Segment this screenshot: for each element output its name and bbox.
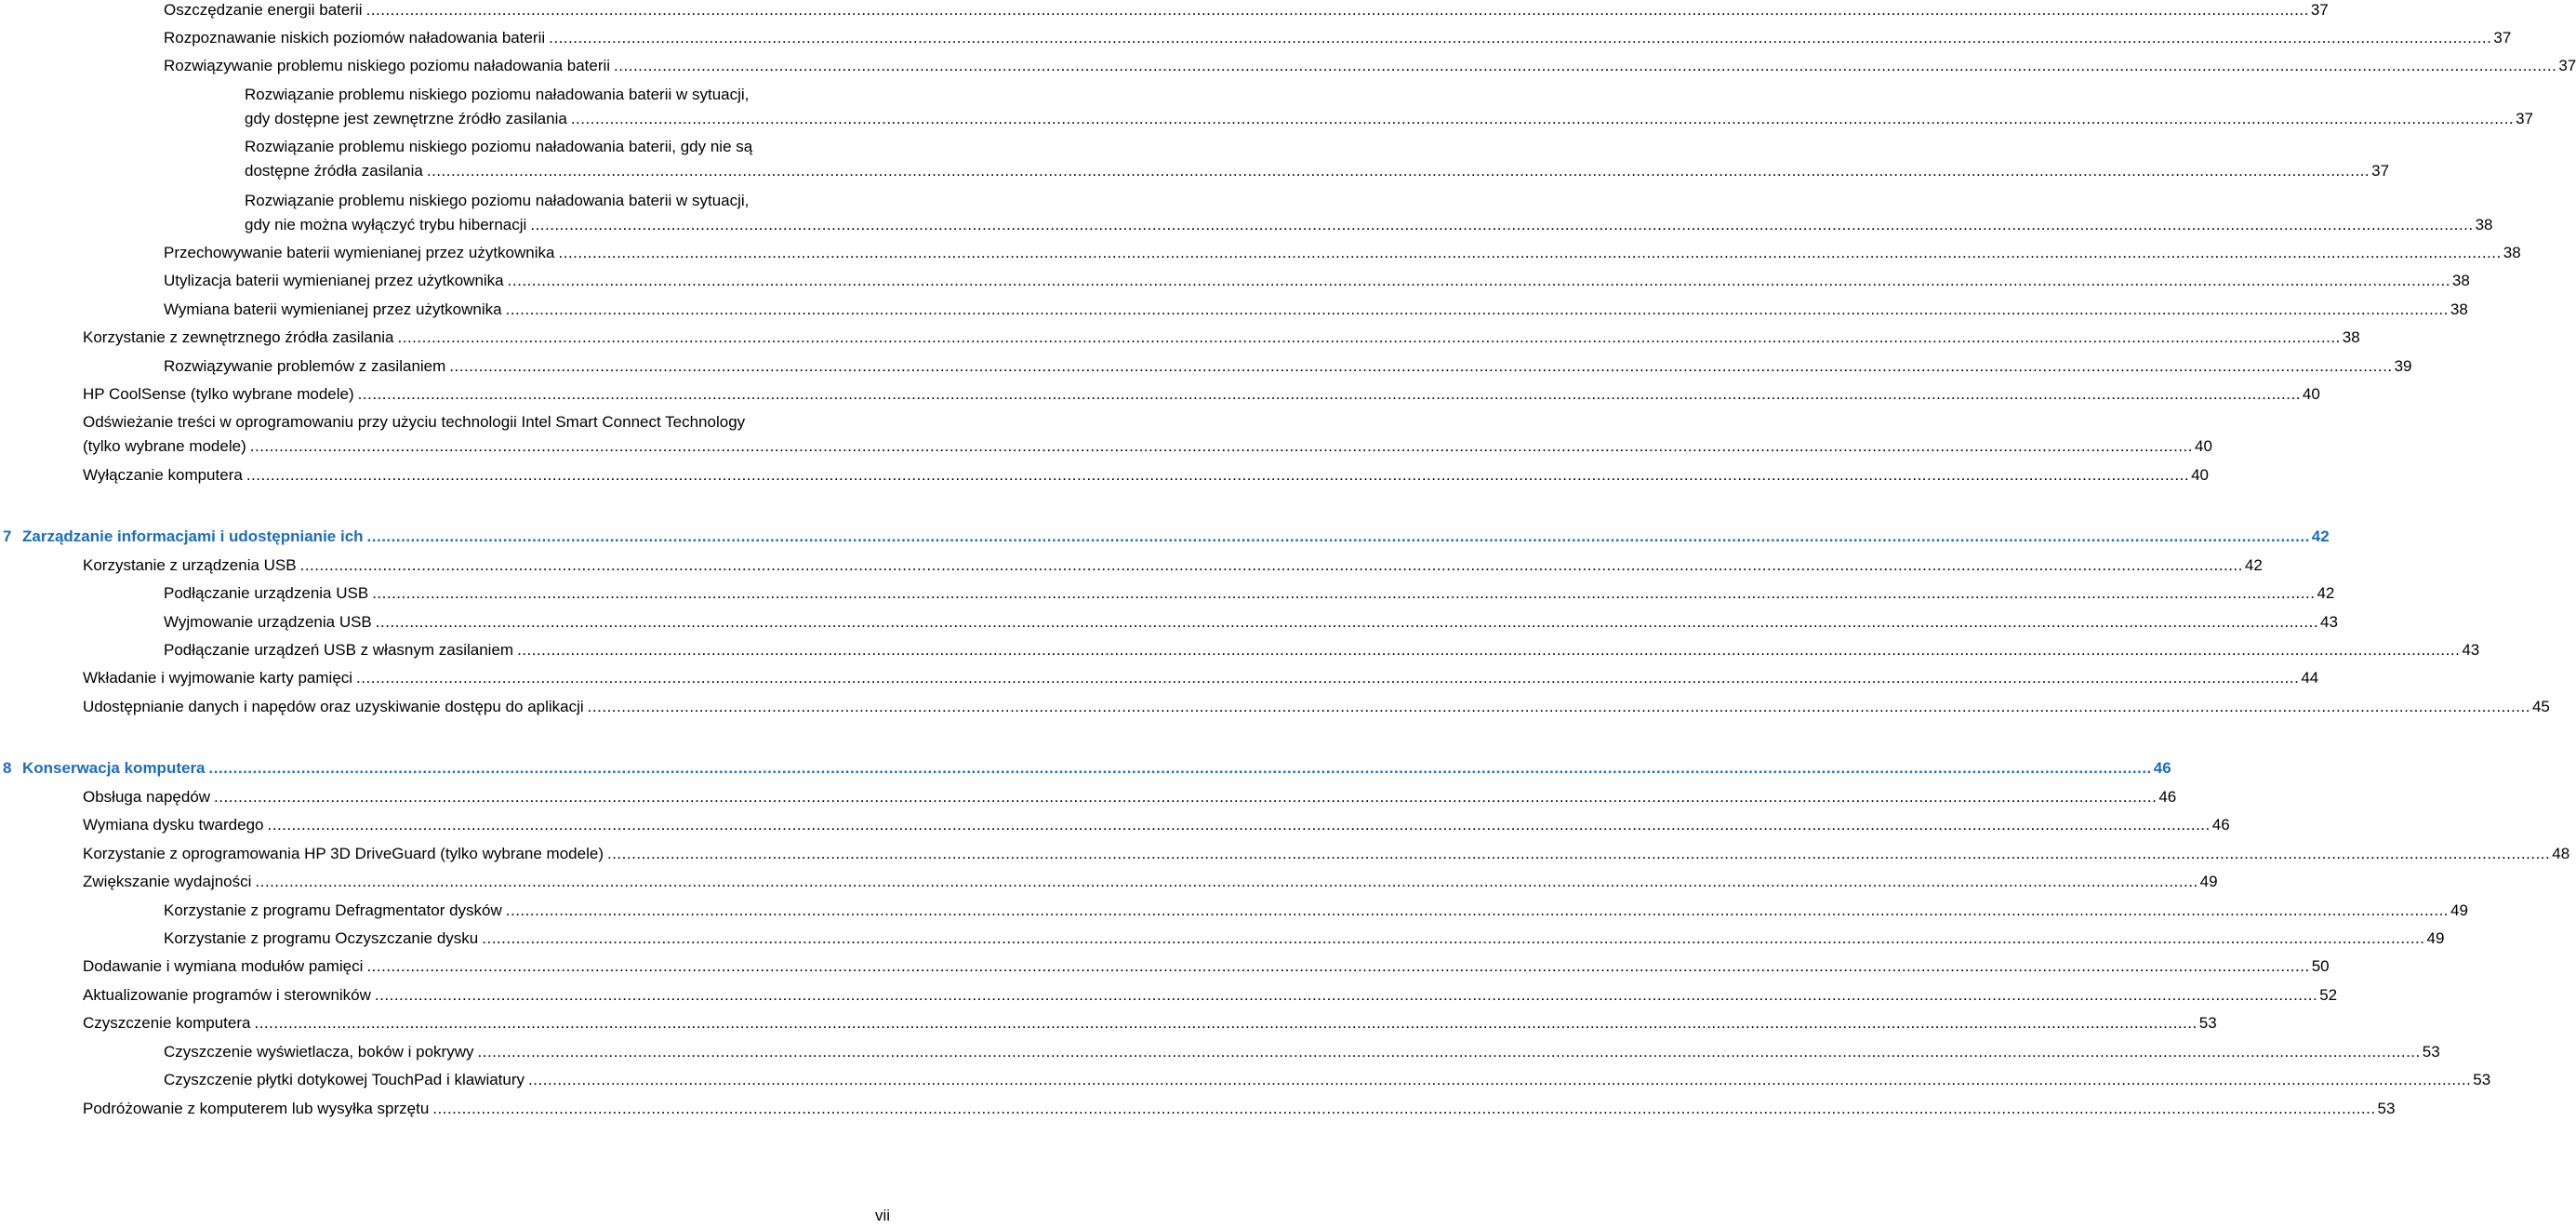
toc-entry-line	[245, 107, 2534, 131]
dot-leader: ................................................................................................................................................................................................................................................................................................................................................................................................................	[356, 669, 2300, 687]
toc-entry[interactable]	[164, 26, 2512, 50]
toc-entry-line	[164, 899, 2468, 923]
toc-entry-line	[83, 1011, 2217, 1035]
toc-entry-title-line: Odświeżanie treści w oprogramowaniu przy użyciu technologii Intel Smart Connect Technology	[83, 413, 746, 431]
toc-entry-line	[3, 756, 2171, 781]
toc-entry-title: Korzystanie z programu Defragmentator dysków	[164, 901, 502, 919]
toc-entry-line	[83, 463, 2209, 487]
toc-entry-line	[164, 0, 2329, 22]
toc-entry-line	[164, 269, 2470, 293]
toc-entry[interactable]	[164, 610, 2338, 634]
toc-page-number: 42	[2317, 584, 2335, 602]
toc-entry-line	[83, 813, 2230, 837]
toc-page-number: 38	[2451, 272, 2470, 289]
chapter-number: 7	[3, 527, 12, 545]
dot-leader: ................................................................................................................................................................................................................................................................................................................................................................................................................	[372, 584, 2316, 602]
toc-entry-line	[164, 610, 2338, 634]
toc-entry-title: Czyszczenie wyświetlacza, boków i pokrywy	[164, 1043, 474, 1061]
dot-leader: ................................................................................................................................................................................................................................................................................................................................................................................................................	[397, 328, 2341, 346]
toc-entry-title: gdy dostępne jest zewnętrzne źródło zasilania	[245, 110, 567, 127]
toc-entry[interactable]	[83, 554, 2263, 578]
toc-entry[interactable]	[164, 1068, 2491, 1092]
toc-entry[interactable]	[164, 581, 2335, 606]
toc-entry-title: Podłączanie urządzenia USB	[164, 584, 369, 602]
toc-entry-line	[83, 382, 2320, 407]
toc-entry-title: Korzystanie z oprogramowania HP 3D DriveGuard (tylko wybrane modele)	[83, 845, 604, 862]
toc-entry-line	[83, 983, 2338, 1008]
dot-leader: ................................................................................................................................................................................................................................................................................................................................................................................................................	[587, 698, 2530, 715]
toc-entry-line	[164, 581, 2335, 606]
toc-entry[interactable]	[164, 241, 2521, 265]
toc-entry-title: Utylizacja baterii wymienianej przez użytkownika	[164, 272, 504, 289]
toc-entry-title: Korzystanie z zewnętrznego źródła zasilania	[83, 328, 394, 346]
toc-entry[interactable]	[83, 1097, 2396, 1121]
toc-entry-line	[164, 927, 2445, 951]
toc-page-number: 53	[2473, 1071, 2491, 1088]
dot-leader: ................................................................................................................................................................................................................................................................................................................................................................................................................	[517, 641, 2461, 659]
toc-page-number: 42	[2311, 527, 2330, 545]
toc-entry[interactable]	[164, 638, 2480, 662]
dot-leader: ................................................................................................................................................................................................................................................................................................................................................................................................................	[357, 385, 2301, 403]
toc-page-number: 49	[2199, 873, 2218, 890]
toc-entry-line	[83, 666, 2319, 690]
toc-entry[interactable]	[164, 354, 2412, 379]
dot-leader: ................................................................................................................................................................................................................................................................................................................................................................................................................	[477, 1043, 2421, 1061]
toc-page-number: 37	[2310, 1, 2329, 19]
dot-leader: ................................................................................................................................................................................................................................................................................................................................................................................................................	[374, 986, 2318, 1004]
toc-entry-line	[245, 159, 2390, 183]
dot-leader: ................................................................................................................................................................................................................................................................................................................................................................................................................	[558, 244, 2502, 261]
toc-entry-line	[3, 525, 2330, 549]
toc-entry-title-line: Rozwiązanie problemu niskiego poziomu naładowania baterii, gdy nie są	[245, 138, 753, 155]
toc-entry-line	[83, 326, 2360, 350]
toc-page-number: 46	[2211, 816, 2230, 834]
toc-page-number: 48	[2552, 845, 2570, 862]
toc-entry-title: dostępne źródła zasilania	[245, 162, 423, 180]
chapter-number: 8	[3, 759, 12, 777]
dot-leader: ................................................................................................................................................................................................................................................................................................................................................................................................................	[366, 957, 2310, 975]
dot-leader: ................................................................................................................................................................................................................................................................................................................................................................................................................	[507, 272, 2450, 289]
toc-entry-line	[164, 1068, 2491, 1092]
toc-entry[interactable]	[164, 927, 2445, 951]
toc-entry-title: Rozwiązywanie problemów z zasilaniem	[164, 357, 446, 375]
toc-entry-line	[164, 298, 2468, 322]
toc-entry-line	[164, 638, 2480, 662]
toc-entry-title: Podłączanie urządzeń USB z własnym zasilaniem	[164, 641, 514, 659]
toc-entry-title: Wymiana baterii wymienianej przez użytkownika	[164, 300, 502, 318]
toc-entry-title: Udostępnianie danych i napędów oraz uzyskiwanie dostępu do aplikacji	[83, 698, 584, 715]
toc-entry[interactable]	[83, 666, 2319, 690]
toc-page-number: 38	[2475, 216, 2493, 234]
dot-leader: ................................................................................................................................................................................................................................................................................................................................................................................................................	[530, 216, 2474, 234]
toc-entry[interactable]	[164, 54, 2576, 78]
toc-page-number: 49	[2450, 901, 2468, 919]
chapter-entry[interactable]	[3, 756, 2171, 781]
toc-page-number: 53	[2377, 1100, 2396, 1117]
toc-entry-line	[164, 241, 2521, 265]
toc-entry[interactable]	[83, 954, 2330, 979]
dot-leader: ................................................................................................................................................................................................................................................................................................................................................................................................................	[449, 357, 2393, 375]
toc-entry-line	[164, 54, 2576, 78]
toc-entry[interactable]	[83, 326, 2360, 350]
dot-leader: ................................................................................................................................................................................................................................................................................................................................................................................................................	[482, 929, 2425, 947]
dot-leader: ................................................................................................................................................................................................................................................................................................................................................................................................................	[432, 1100, 2376, 1117]
toc-entry[interactable]	[164, 0, 2329, 22]
toc-entry-title: Aktualizowanie programów i sterowników	[83, 986, 371, 1004]
dot-leader: ................................................................................................................................................................................................................................................................................................................................................................................................................	[505, 901, 2450, 919]
toc-entry-title: Korzystanie z urządzenia USB	[83, 556, 297, 574]
toc-entry-title-line: Rozwiązanie problemu niskiego poziomu naładowania baterii w sytuacji,	[245, 192, 750, 209]
toc-page-number: 38	[2503, 244, 2521, 261]
toc-entry[interactable]	[83, 382, 2320, 407]
toc-entry-title: Przechowywanie baterii wymienianej przez użytkownika	[164, 244, 555, 261]
dot-leader: ................................................................................................................................................................................................................................................................................................................................................................................................................	[606, 845, 2551, 862]
dot-leader: ................................................................................................................................................................................................................................................................................................................................................................................................................	[366, 527, 2310, 545]
toc-page-number: 46	[2158, 788, 2177, 806]
dot-leader: ................................................................................................................................................................................................................................................................................................................................................................................................................	[299, 556, 2243, 574]
toc-page-number: 37	[2493, 29, 2512, 47]
toc-entry-title: Korzystanie z programu Oczyszczanie dysku	[164, 929, 479, 947]
dot-leader: ................................................................................................................................................................................................................................................................................................................................................................................................................	[570, 110, 2515, 127]
toc-entry[interactable]	[245, 189, 2493, 237]
toc-entry-title: (tylko wybrane modele)	[83, 437, 246, 455]
toc-entry-line	[83, 785, 2177, 809]
toc-entry[interactable]	[83, 695, 2550, 719]
dot-leader: ................................................................................................................................................................................................................................................................................................................................................................................................................	[426, 162, 2370, 180]
toc-entry-title: Dodawanie i wymiana modułów pamięci	[83, 957, 364, 975]
dot-leader: ................................................................................................................................................................................................................................................................................................................................................................................................................	[267, 816, 2211, 834]
dot-leader: ................................................................................................................................................................................................................................................................................................................................................................................................................	[246, 466, 2190, 484]
toc-entry[interactable]	[83, 983, 2338, 1008]
toc-entry-title: Wyjmowanie urządzenia USB	[164, 613, 372, 631]
toc-page-number: 39	[2394, 357, 2412, 375]
page-number: vii	[874, 1207, 890, 1224]
dot-leader: ................................................................................................................................................................................................................................................................................................................................................................................................................	[255, 873, 2198, 890]
toc-page-number: 38	[2450, 300, 2468, 318]
dot-leader: ................................................................................................................................................................................................................................................................................................................................................................................................................	[505, 300, 2449, 318]
dot-leader: ................................................................................................................................................................................................................................................................................................................................................................................................................	[254, 1014, 2198, 1032]
toc-page-number: 46	[2153, 759, 2171, 777]
toc-entry-line	[83, 870, 2218, 894]
toc-entry[interactable]	[164, 269, 2470, 293]
toc-entry-title: Wymiana dysku twardego	[83, 816, 264, 834]
dot-leader: ................................................................................................................................................................................................................................................................................................................................................................................................................	[214, 788, 2158, 806]
toc-entry-title: Oszczędzanie energii baterii	[164, 1, 363, 19]
toc-entry-title: 8 Konserwacja komputera	[3, 756, 206, 781]
toc-entry-title: 7 Zarządzanie informacjami i udostępnianie ich	[3, 525, 364, 549]
dot-leader: ................................................................................................................................................................................................................................................................................................................................................................................................................	[614, 57, 2557, 74]
toc-entry-line	[164, 354, 2412, 379]
toc-entry[interactable]	[83, 410, 2212, 459]
dot-leader: ................................................................................................................................................................................................................................................................................................................................................................................................................	[375, 613, 2319, 631]
dot-leader: ................................................................................................................................................................................................................................................................................................................................................................................................................	[365, 1, 2309, 19]
toc-page-number: 37	[2516, 110, 2534, 127]
toc-entry-title: Wkładanie i wyjmowanie karty pamięci	[83, 669, 353, 687]
toc-entry-title: Podróżowanie z komputerem lub wysyłka sprzętu	[83, 1100, 430, 1117]
toc-page-number: 40	[2195, 437, 2212, 455]
dot-leader: ................................................................................................................................................................................................................................................................................................................................................................................................................	[528, 1071, 2472, 1088]
toc-entry[interactable]	[83, 1011, 2217, 1035]
toc-entry[interactable]	[245, 83, 2534, 131]
toc-entry-line	[83, 842, 2570, 866]
toc-page-number: 45	[2531, 698, 2550, 715]
toc-page-number: 44	[2301, 669, 2319, 687]
toc-entry[interactable]	[83, 785, 2177, 809]
toc-entry-title: Wyłączanie komputera	[83, 466, 243, 484]
toc-entry-line	[164, 26, 2512, 50]
toc-page-number: 40	[2191, 466, 2209, 484]
toc-page-number: 50	[2311, 957, 2330, 975]
dot-leader: ................................................................................................................................................................................................................................................................................................................................................................................................................	[549, 29, 2492, 47]
toc-entry-line	[164, 1040, 2440, 1064]
toc-entry[interactable]	[83, 870, 2218, 894]
toc-page-number: 40	[2302, 385, 2320, 403]
toc-page-number: 52	[2319, 986, 2338, 1004]
toc-entry-title: Zwiększanie wydajności	[83, 873, 252, 890]
toc-page-number: 49	[2426, 929, 2445, 947]
toc-page-number: 42	[2244, 556, 2263, 574]
chapter-entry[interactable]	[3, 525, 2330, 549]
toc-entry-title: Rozpoznawanie niskich poziomów naładowania baterii	[164, 29, 546, 47]
toc-page-number: 43	[2320, 613, 2338, 631]
toc-entry[interactable]	[83, 813, 2230, 837]
dot-leader: ................................................................................................................................................................................................................................................................................................................................................................................................................	[249, 437, 2194, 455]
toc-entry-line	[83, 434, 2212, 459]
toc-page-number: 37	[2558, 57, 2576, 74]
toc-entry-line	[83, 954, 2330, 979]
toc-entry[interactable]	[164, 899, 2468, 923]
toc-entry-line	[83, 695, 2550, 719]
toc-entry-line	[83, 1097, 2396, 1121]
toc-entry[interactable]	[164, 1040, 2440, 1064]
dot-leader: ................................................................................................................................................................................................................................................................................................................................................................................................................	[208, 759, 2152, 777]
toc-page-number: 53	[2422, 1043, 2440, 1061]
toc-page-number: 37	[2371, 162, 2390, 180]
toc-entry[interactable]	[245, 135, 2390, 183]
toc-entry-line	[245, 213, 2493, 237]
toc-entry-title: Rozwiązywanie problemu niskiego poziomu naładowania baterii	[164, 57, 611, 74]
toc-entry-title: Obsługa napędów	[83, 788, 211, 806]
toc-page-number: 43	[2462, 641, 2480, 659]
toc-entry-title-line: Rozwiązanie problemu niskiego poziomu naładowania baterii w sytuacji,	[245, 86, 750, 103]
toc-entry-title: HP CoolSense (tylko wybrane modele)	[83, 385, 354, 403]
toc-entry-title: Czyszczenie komputera	[83, 1014, 251, 1032]
toc-entry-line	[83, 554, 2263, 578]
toc-entry[interactable]	[164, 298, 2468, 322]
toc-entry[interactable]	[83, 842, 2570, 866]
toc-page-number: 38	[2342, 328, 2360, 346]
toc-entry[interactable]	[83, 463, 2209, 487]
toc-entry-title: gdy nie można wyłączyć trybu hibernacji	[245, 216, 527, 234]
toc-entry-title: Czyszczenie płytki dotykowej TouchPad i klawiatury	[164, 1071, 525, 1088]
toc-page-number: 53	[2198, 1014, 2217, 1032]
